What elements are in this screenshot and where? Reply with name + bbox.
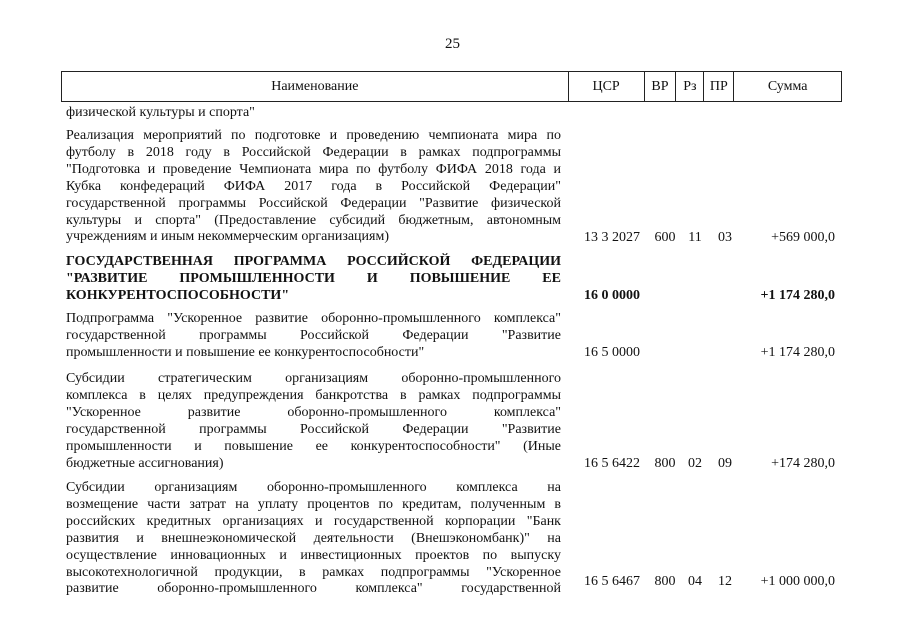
row-line: российских кредитных организациях и государственной корпорации "Банк	[66, 513, 561, 529]
row-line: ГОСУДАРСТВЕННАЯ ПРОГРАММА РОССИЙСКОЙ ФЕДЕРАЦИИ	[66, 254, 561, 269]
row-description	[66, 311, 561, 362]
row-line: развитие оборонно-промышленного комплекса" государственной	[66, 581, 561, 597]
row-description	[66, 254, 561, 305]
row-rz: 11	[688, 230, 702, 245]
row-sum: +1 000 000,0	[760, 574, 835, 589]
row-line: физической культуры и спорта"	[66, 105, 255, 120]
row-vr: 600	[654, 230, 676, 245]
row-line: "Подготовка и проведение Чемпионата мира по футболу ФИФА 2018 года и	[66, 161, 561, 177]
row-csr: 16 5 6467	[584, 574, 640, 589]
row-csr: 16 0 0000	[584, 288, 640, 303]
header-sum: Сумма	[767, 78, 808, 94]
row-description	[66, 371, 561, 472]
row-vr: 800	[654, 574, 676, 589]
row-sum: +174 280,0	[771, 456, 835, 471]
row-line: "РАЗВИТИЕ ПРОМЫШЛЕННОСТИ И ПОВЫШЕНИЕ ЕЕ	[66, 270, 561, 286]
row-pr: 09	[718, 456, 732, 471]
row-line: возмещение части затрат на уплату процентов по кредитам, полученным в	[66, 496, 561, 512]
row-line: культуры и спорта" (Предоставление субсидий бюджетным, автономным	[66, 212, 561, 228]
row-line: Субсидии организациям оборонно-промышленного комплекса на	[66, 480, 561, 495]
row-sum: +1 174 280,0	[760, 345, 835, 360]
row-description	[66, 480, 561, 598]
row-line: государственной программы Российской Федерации "Развитие физической	[66, 195, 561, 211]
row-line: КОНКУРЕНТОСПОСОБНОСТИ"	[66, 287, 290, 303]
row-sum: +569 000,0	[771, 230, 835, 245]
row-csr: 16 5 6422	[584, 456, 640, 471]
row-line: Кубка конфедераций ФИФА 2017 года в Российской Федерации"	[66, 178, 561, 194]
row-line: государственной программы Российской Федерации "Развитие	[66, 327, 561, 343]
row-pr: 03	[718, 230, 732, 245]
row-line: развития и внешнеэкономической деятельности (Внешэкономбанк)" на	[66, 530, 561, 546]
row-line: футболу в 2018 году в Российской Федерации в рамках подпрограммы	[66, 144, 561, 160]
row-line: Подпрограмма "Ускоренное развитие оборонно-промышленного комплекса"	[66, 311, 561, 326]
row-line: государственной программы Российской Федерации "Развитие	[66, 421, 561, 437]
row-description	[66, 105, 561, 122]
header-csr: ЦСР	[569, 72, 645, 101]
row-line: бюджетные ассигнования)	[66, 455, 224, 471]
page-number: 25	[445, 36, 460, 52]
row-csr: 16 5 0000	[584, 345, 640, 360]
row-vr: 800	[654, 456, 676, 471]
row-line: учреждениям и иным некоммерческим организациям)	[66, 229, 390, 245]
row-line: Субсидии стратегическим организациям оборонно-промышленного	[66, 371, 561, 386]
row-line: комплекса в целях предупреждения банкротства в рамках подпрограммы	[66, 387, 561, 403]
row-line: "Ускоренное развитие оборонно-промышленного комплекса"	[66, 404, 561, 420]
row-rz: 02	[688, 456, 702, 471]
header-pr: ПР	[704, 72, 734, 101]
table-header	[61, 71, 842, 102]
row-sum: +1 174 280,0	[760, 288, 835, 303]
row-line: высокотехнологичной продукции, в рамках подпрограммы "Ускоренное	[66, 564, 561, 580]
row-line: Реализация мероприятий по подготовке и проведению чемпионата мира по	[66, 128, 561, 143]
row-description	[66, 128, 561, 246]
header-name: Наименование	[62, 72, 569, 101]
row-pr: 12	[718, 574, 732, 589]
header-rz: Рз	[676, 72, 704, 101]
row-line: осуществление инновационных и инвестиционных проектов по выпуску	[66, 547, 561, 563]
row-rz: 04	[688, 574, 702, 589]
row-line: промышленности и повышение ее конкурентоспособности"	[66, 344, 425, 360]
row-line: промышленности и повышение ее конкурентоспособности" (Иные	[66, 438, 561, 454]
row-csr: 13 3 2027	[584, 230, 640, 245]
header-vr: ВР	[645, 72, 677, 101]
